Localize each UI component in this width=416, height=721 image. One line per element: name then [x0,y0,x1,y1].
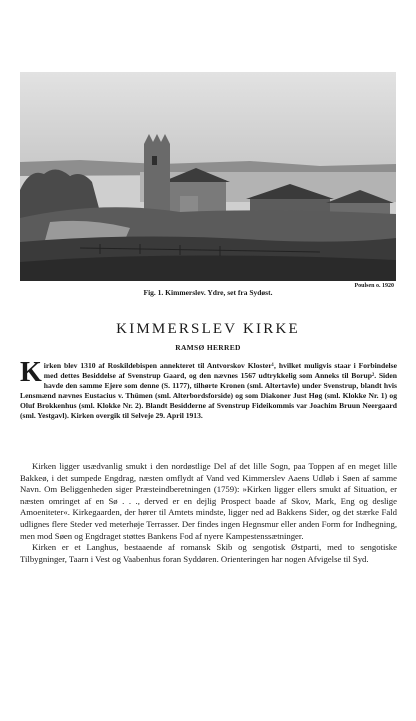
drop-cap: K [20,357,42,388]
intro-paragraph [20,357,397,422]
intro-text: irken blev 1310 af Roskildebispen annekteret til Antvorskov Kloster¹, hvilket muligvis staar i Forbindelse med dettes Besiddelse af Svenstrup Gaard, og den nævnes 1567 udtrykkelig som Anneks til Borup². Siden havde den samme Ejere som denne (S. 1177), tilhørte Kronen (sml. Altertavle) under Svenstrup, blandt hvis Lensmænd nævnes Eustacius v. Thümen (sml. Alterbordsforside) og som Diakoner Just Høg (sml. Klokke Nr. 1) og Oluf Brokkenhus (sml. Klokke Nr. 2). Blandt Besidderne af Svenstrup Fideikommis var Joachim Bruun Neergaard (sml. Yestgavl). Kirken overgik til Selveje 29. April 1913. [20,361,397,421]
body-paragraph-1: Kirken ligger usædvanlig smukt i den nordøstlige Del af det lille Sogn, paa Toppen af en meget lille Bakkeø, i det sumpede Engdrag, næsten omflydt af Vand ved Kimmerslev Aaens Udløb i Søen af samme Navn. Om Beliggenheden siger Præsteindberetningen (1759): »Kirken ligger ellers smukt af Situation, er næsten omringet af en Sø . . ., derved er en dejlig Prospect baade af Skov, Mark, Eng og deslige Amoeniteter«. Kirkegaarden, der hører til Amtets mindste, ligger ned ad Bakkens Sider, og det stærke Fald udlignes flere Steder ved meterhøje Terrasser. Der findes ingen Hegnsmur eller anden Form for Indhegning, men mod Søen og Engdraget støttes Bankens Fod af nyere Kampestenssætninger. [20,461,397,541]
photo-credit: Poulsen o. 1920 [354,283,394,289]
body-paragraph-2: Kirken er et Langhus, bestaaende af romansk Skib og sengotisk Østparti, med to sengotiske Tilbygninger, Taarn i Vest og Vaabenhus foran Syddøren. Orienteringen har nogen Afvigelse til Syd. [20,542,397,564]
figure-caption: Fig. 1. Kimmerslev. Ydre, set fra Sydøst. [143,288,273,297]
body-text [20,461,397,565]
page-subtitle: RAMSØ HERRED [175,343,241,352]
page-title: KIMMERSLEV KIRKE [116,321,300,337]
figure-photo [20,72,396,281]
